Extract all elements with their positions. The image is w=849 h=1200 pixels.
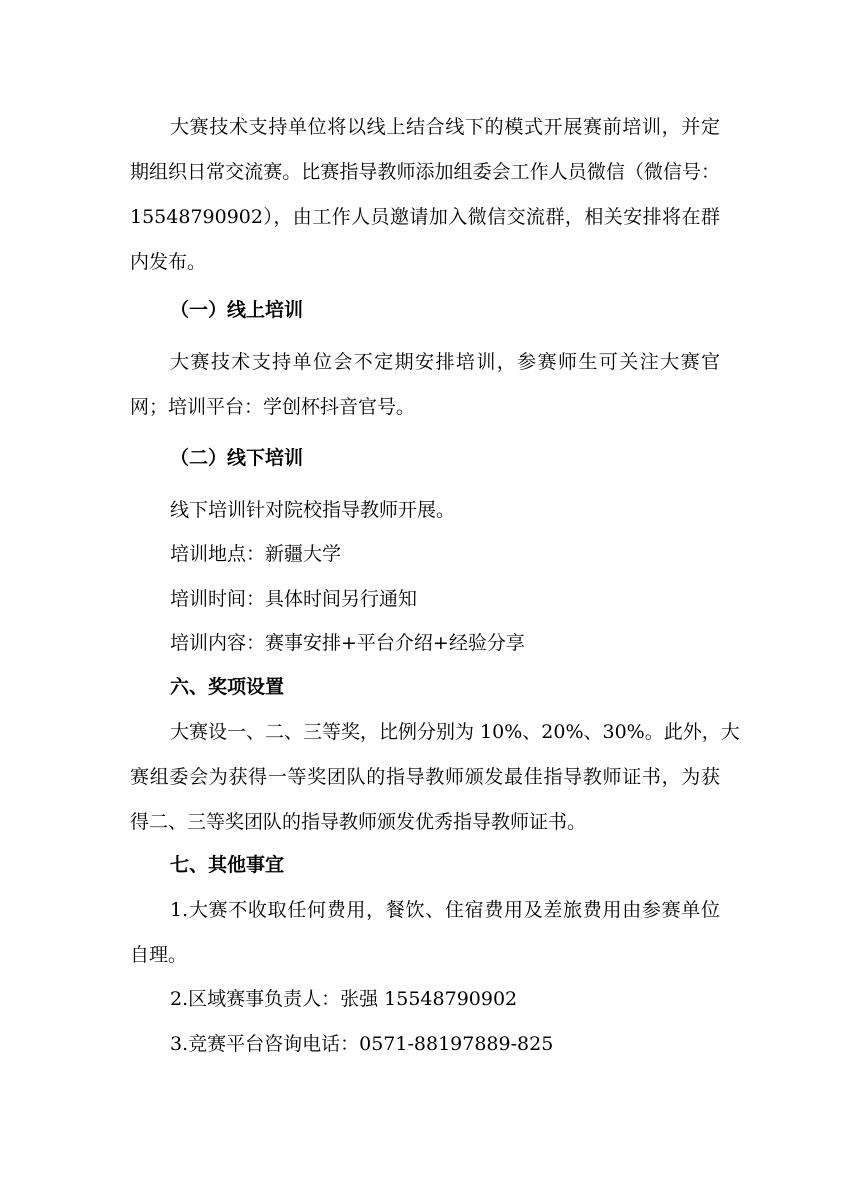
- other-line-3: 2.区域赛事负责人：张强 15548790902: [170, 988, 518, 1010]
- intro-line-2: 期组织日常交流赛。比赛指导教师添加组委会工作人员微信（微信号：: [130, 161, 720, 183]
- awards-line-2: 赛组委会为获得一等奖团队的指导教师颁发最佳指导教师证书，为获: [130, 766, 720, 788]
- intro-line-1: 大赛技术支持单位将以线上结合线下的模式开展赛前培训，并定: [170, 116, 720, 138]
- intro-line-3: 15548790902），由工作人员邀请加入微信交流群，相关安排将在群: [130, 206, 720, 228]
- online-training-heading: （一）线上培训: [170, 299, 304, 321]
- offline-training-heading: （二）线下培训: [170, 447, 304, 469]
- other-line-4: 3.竞赛平台咨询电话：0571-88197889-825: [170, 1033, 554, 1055]
- offline-line-1: 线下培训针对院校指导教师开展。: [170, 499, 456, 521]
- online-line-1: 大赛技术支持单位会不定期安排培训，参赛师生可关注大赛官: [170, 351, 720, 373]
- awards-line-1: 大赛设一、二、三等奖，比例分别为 10%、20%、30%。此外，大: [170, 721, 740, 743]
- awards-line-3: 得二、三等奖团队的指导教师颁发优秀指导教师证书。: [130, 811, 587, 833]
- offline-line-3: 培训时间：具体时间另行通知: [170, 588, 418, 610]
- offline-line-2: 培训地点：新疆大学: [170, 543, 342, 565]
- other-line-2: 自理。: [130, 944, 188, 966]
- offline-line-4: 培训内容：赛事安排+平台介绍+经验分享: [170, 632, 525, 654]
- online-line-2: 网；培训平台：学创杯抖音官号。: [130, 396, 416, 418]
- other-matters-heading: 七、其他事宜: [170, 854, 285, 876]
- other-line-1: 1.大赛不收取任何费用，餐饮、住宿费用及差旅费用由参赛单位: [170, 899, 720, 921]
- intro-line-4: 内发布。: [130, 251, 207, 273]
- awards-heading: 六、奖项设置: [170, 676, 285, 698]
